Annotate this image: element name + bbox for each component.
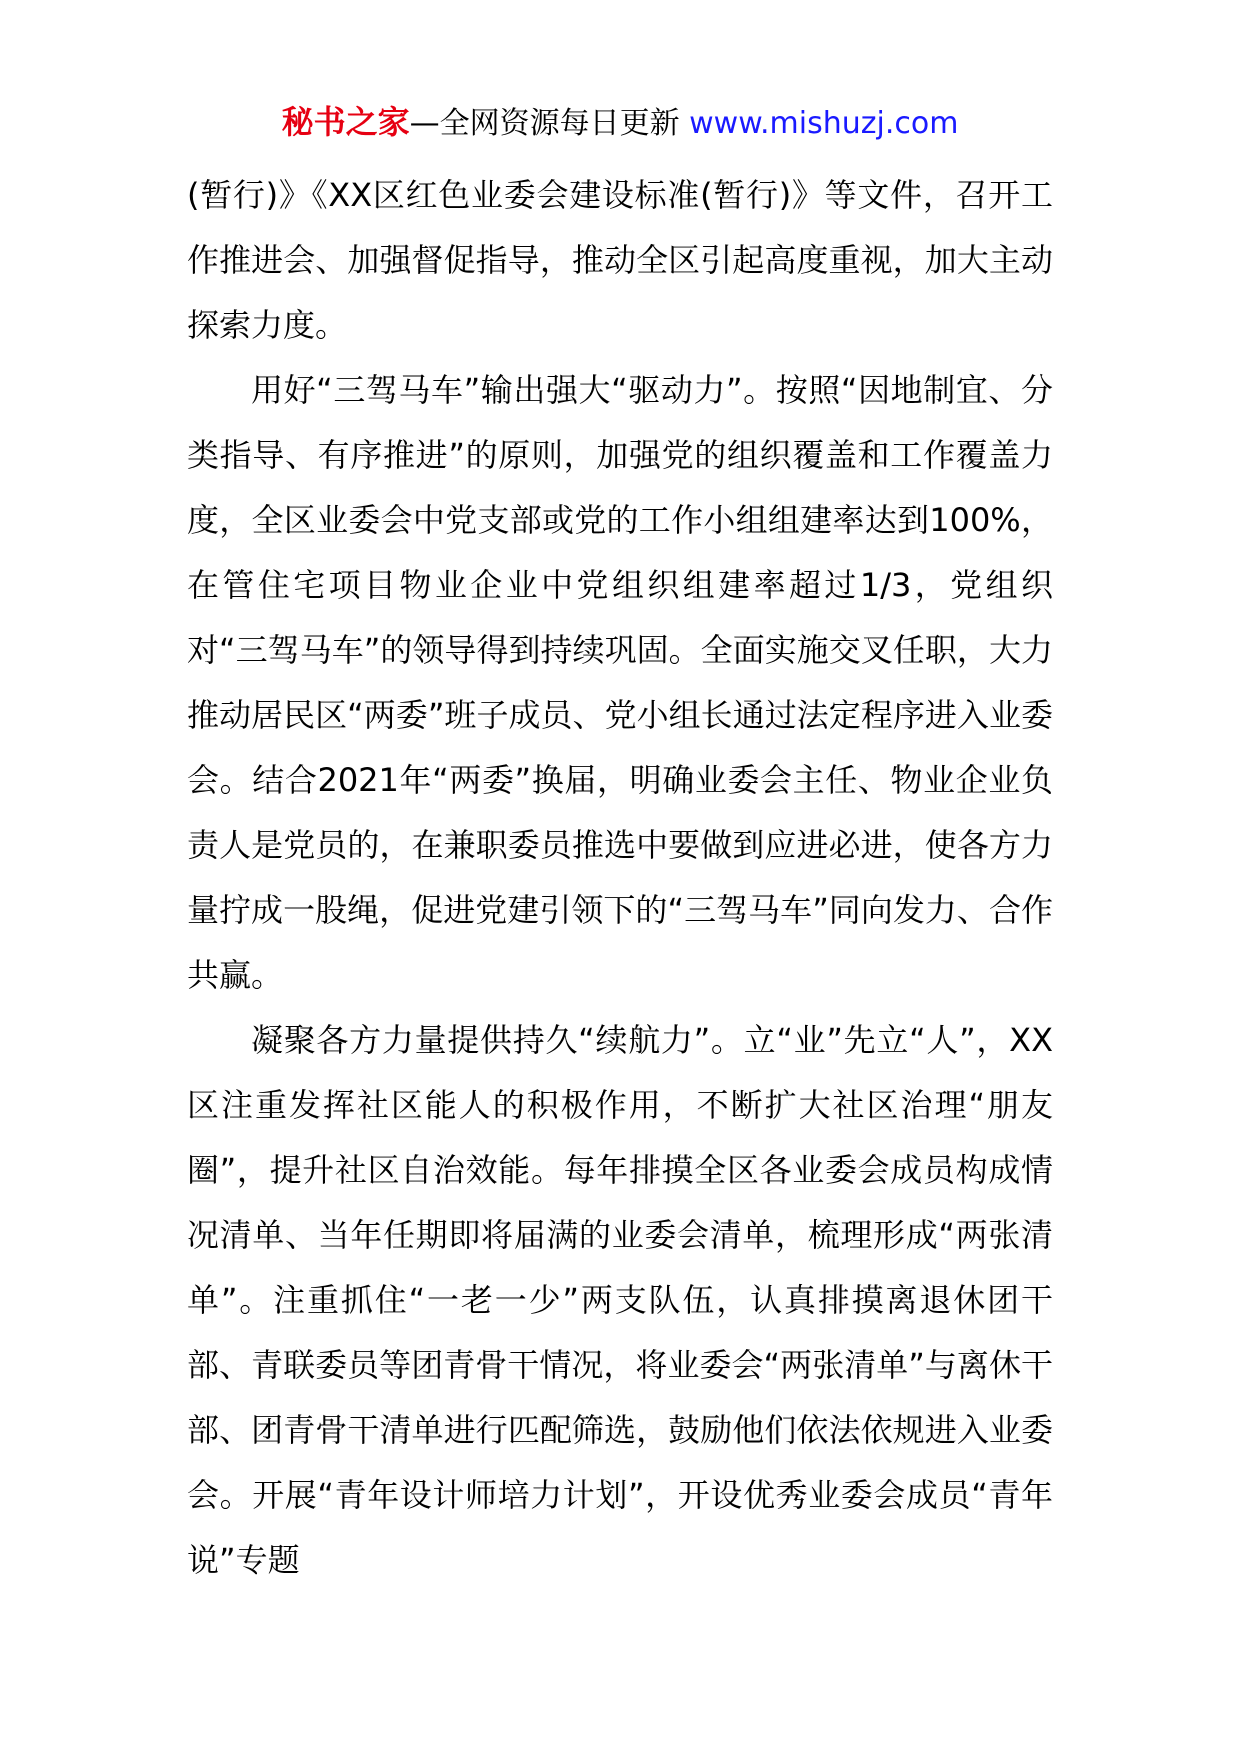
paragraph-endurance: 凝聚各方力量提供持久“续航力”。立“业”先立“人”，XX区注重发挥社区能人的积极作用，不断扩大社区治理“朋友圈”，提升社区自治效能。每年排摸全区各业委会成员构成情况清单、当年任期即将届满的业委会清单，梳理形成“两张清单”。注重抓住“一老一少”两支队伍，认真排摸离退休团干部、青联委员等团青骨干情况，将业委会“两张清单”与离休干部、团青骨干清单进行匹配筛选，鼓励他们依法依规进入业委会。开展“青年设计师培力计划”，开设优秀业委会成员“青年说”专题: [187, 1021, 1053, 1579]
paragraph-three-carriages: 用好“三驾马车”输出强大“驱动力”。按照“因地制宜、分类指导、有序推进”的原则，加强党的组织覆盖和工作覆盖力度，全区业委会中党支部或党的工作小组组建率达到100%，在管住宅项目物业企业中党组织组建率超过1/3，党组织对“三驾马车”的领导得到持续巩固。全面实施交叉任职，大力推动居民区“两委”班子成员、党小组长通过法定程序进入业委会。结合2021年“两委”换届，明确业委会主任、物业企业负责人是党员的，在兼职委员推选中要做到应进必进，使各方力量拧成一股绳，促进党建引领下的“三驾马车”同向发力、合作共赢。: [187, 371, 1053, 994]
page-header: [0, 100, 1240, 146]
site-brand: 秘书之家: [281, 103, 410, 141]
paragraph-continued: (暂行)》《XX区红色业委会建设标准(暂行)》等文件，召开工作推进会、加强督促指导，推动全区引起高度重视，加大主动探索力度。: [187, 176, 1053, 344]
site-url-link[interactable]: www.mishuzj.com: [689, 106, 959, 141]
site-tagline: —全网资源每日更新: [409, 106, 680, 141]
document-body: [187, 163, 1053, 1593]
